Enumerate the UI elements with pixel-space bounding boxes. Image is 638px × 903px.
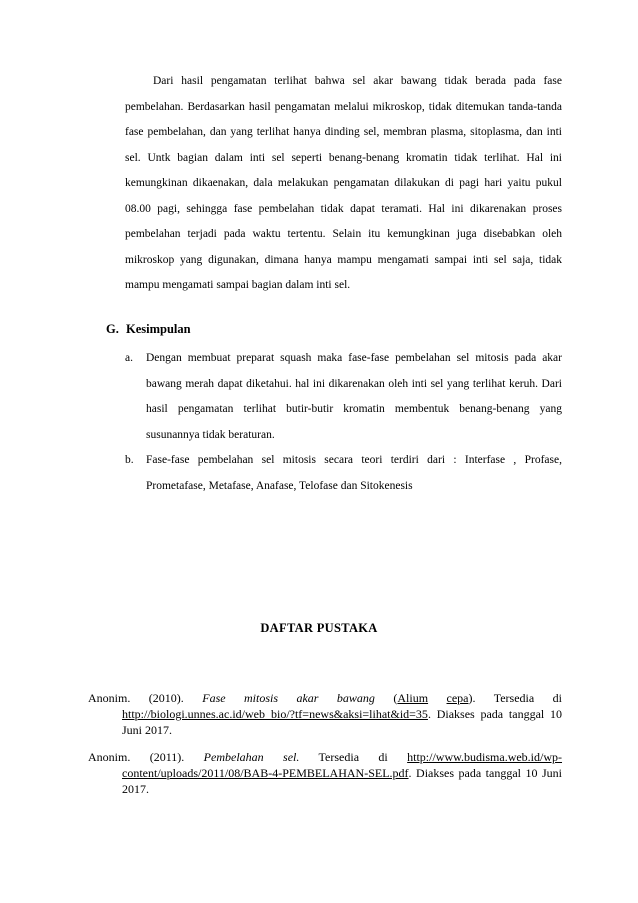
body-paragraph xyxy=(125,69,562,299)
reference-species-genus: Alium xyxy=(397,691,429,705)
section-number: G. xyxy=(106,322,119,336)
reference-species-epithet: cepa xyxy=(446,691,469,705)
list-item-text: Fase-fase pembelahan sel mitosis secara teori terdiri dari : Interfase , Profase, Prometafase, Metafase, Anafase, Telofase dan Sitokenesis xyxy=(146,454,562,492)
reference-entry xyxy=(88,690,562,738)
list-item xyxy=(125,346,562,448)
reference-entry xyxy=(88,749,562,797)
reference-author-year: Anonim. (2010). xyxy=(88,691,184,705)
reference-title: Pembelahan sel. xyxy=(203,750,300,764)
body-paragraph-text: Dari hasil pengamatan terlihat bahwa sel akar bawang tidak berada pada fase pembelahan. Berdasarkan hasil pengamatan melalui mikroskop, tidak ditemukan tanda-tanda fase pembelahan, dan yang terlihat hanya dinding sel, membran plasma, sitoplasma, dan inti sel. Untk bagian dalam inti sel seperti benang-benang kromatin tidak terlihat. Hal ini kemungkinan dikaenakan, dala melakukan pengamatan dilakukan di pagi hari yaitu pukul 08.00 pagi, sehingga fase pembelahan tidak dapat teramati. Hal ini dikarenakan proses pembelahan terjadi pada waktu tertentu. Selain itu kemungkinan juga disebabkan oleh mikroskop yang digunakan, dimana hanya mampu mengamati sampai inti sel saja, tidak mampu mengamati sampai bagian dalam inti sel. xyxy=(125,75,562,291)
reference-available: ). Tersedia di xyxy=(468,691,562,705)
reference-author-year: Anonim. (2011). xyxy=(88,750,185,764)
references-title: DAFTAR PUSTAKA xyxy=(260,621,378,635)
reference-access-date: . Diakses pada tanggal 10 Juni 2017. xyxy=(122,766,562,796)
reference-paren: ( xyxy=(393,691,398,705)
section-title: Kesimpulan xyxy=(126,322,191,336)
reference-access-date: . Diakses pada tanggal 10 Juni 2017. xyxy=(122,707,562,737)
reference-title: Fase mitosis akar bawang xyxy=(202,691,375,705)
reference-url-link[interactable]: http://biologi.unnes.ac.id/web_bio/?tf=news&aksi=lihat&id=35 xyxy=(122,707,428,721)
references-list xyxy=(88,690,562,808)
section-heading-kesimpulan xyxy=(106,322,191,337)
list-item-text: Dengan membuat preparat squash maka fase-fase pembelahan sel mitosis pada akar bawang merah dapat diketahui. hal ini dikarenakan oleh inti sel yang terlihat keruh. Dari hasil pengamatan terlihat butir-butir kromatin membentuk benang-benang yang susunannya tidak beraturan. xyxy=(146,352,562,441)
list-marker: a. xyxy=(125,352,133,364)
reference-available: Tersedia di xyxy=(318,750,388,764)
reference-url-link[interactable]: http://www.budisma.web.id/wp-content/uploads/2011/08/BAB-4-PEMBELAHAN-SEL.pdf xyxy=(122,750,563,780)
conclusion-list xyxy=(125,346,562,499)
list-marker: b. xyxy=(125,454,134,466)
list-item xyxy=(125,448,562,499)
